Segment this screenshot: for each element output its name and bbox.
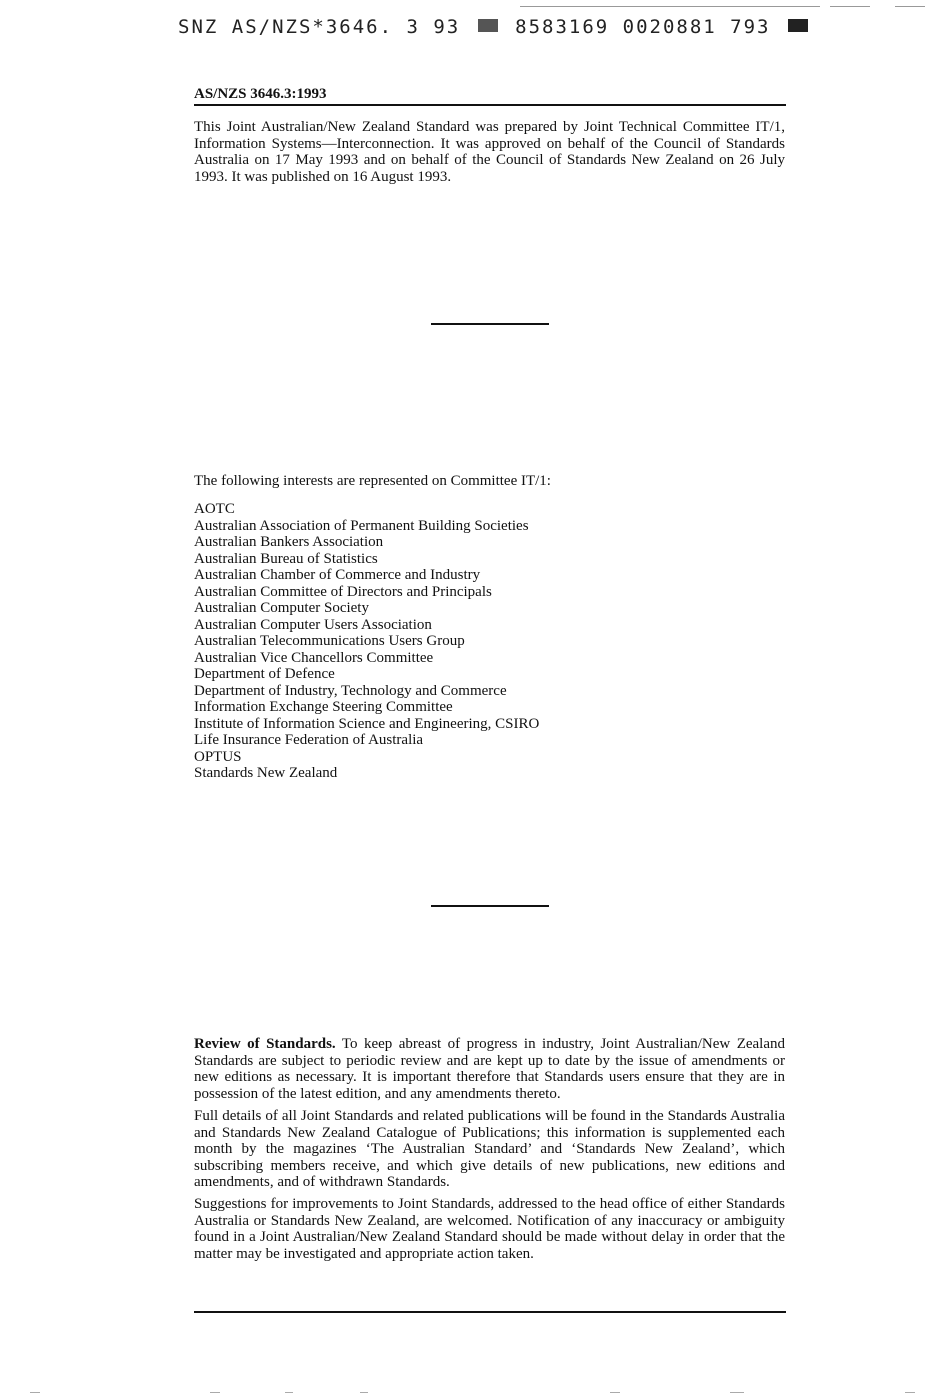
committee-member: Australian Computer Users Association (194, 616, 432, 633)
intro-paragraph: This Joint Australian/New Zealand Standard was prepared by Joint Technical Committee IT/1, Information Systems—Interconnection. It was approved on behalf of the Council of Standards Australia on 17 May 1993 and on behalf of the Council of Standards New Zealand on 26 July 1993. It was published on 16 August 1993. (194, 119, 785, 185)
committee-member: AOTC (194, 501, 235, 517)
scan-artifact-line (520, 6, 820, 7)
scan-artifact-line (285, 1392, 293, 1393)
scan-artifact-line (895, 6, 925, 7)
suggestions-paragraph: Suggestions for improvements to Joint Standards, addressed to the head office of either Standards Australia or Standards New Zealand, are welcomed. Notification of any inaccuracy or ambiguity found in a Joint Australian/New Zealand Standard should be made without delay in order that the matter may be investigated and appropriate action taken. (194, 1196, 785, 1262)
scan-block-mark (478, 19, 498, 32)
committee-member: Life Insurance Federation of Australia (194, 732, 424, 748)
details-paragraph: Full details of all Joint Standards and related publications will be found in the Standards Australia and Standards New Zealand Catalogue of Publications; this information is supplemented each month by the magazines ‘The Australian Standard’ and ‘Standards New Zealand’, which subscribing members receive, and which give details of new publications, new editions and amendments, and of withdrawn Standards. (194, 1108, 785, 1191)
committee-heading: The following interests are represented on Committee IT/1: (194, 473, 551, 489)
section-separator (431, 323, 549, 325)
committee-member: Standards New Zealand (194, 765, 338, 781)
committee-member: Department of Defence (194, 666, 335, 682)
scan-header-code: 8583169 0020881 793 (515, 16, 771, 38)
scan-artifact-line (30, 1392, 40, 1393)
committee-member: Australian Committee of Directors and Principals (194, 583, 492, 600)
committee-member: Australian Association of Permanent Building Societies (194, 517, 529, 534)
scan-artifact-line (730, 1392, 744, 1393)
scan-artifact-line (360, 1392, 368, 1393)
scan-artifact-line (830, 6, 870, 7)
committee-member: Australian Bureau of Statistics (194, 550, 378, 567)
committee-member: Australian Vice Chancellors Committee (194, 649, 434, 666)
scan-artifact-line (610, 1392, 620, 1393)
review-paragraph (194, 1036, 785, 1102)
committee-member: Australian Telecommunications Users Group (194, 633, 465, 649)
committee-member: Institute of Information Science and Engineering, CSIRO (194, 715, 540, 732)
committee-member: Information Exchange Steering Committee (194, 699, 453, 715)
review-title: Review of Standards. (194, 1036, 336, 1052)
scan-header (178, 14, 812, 40)
committee-member: OPTUS (194, 748, 242, 765)
section-separator (431, 905, 549, 907)
committee-member: Australian Bankers Association (194, 534, 384, 550)
committee-member: Department of Industry, Technology and Commerce (194, 682, 507, 699)
review-text: To keep abreast of progress in industry, Joint Australian/New Zealand Standards are subject to periodic review and are kept up to date by the issue of amendments or new editions as necessary. It is important therefore that Standards users ensure that they are in possession of the latest edition, and any amendments thereto. (194, 1036, 785, 1102)
scan-artifact-line (210, 1392, 220, 1393)
committee-member-list (194, 501, 539, 782)
committee-member: Australian Chamber of Commerce and Industry (194, 567, 481, 583)
scan-header-prefix: SNZ AS/NZS*3646. 3 93 (178, 16, 461, 38)
scan-block-mark (788, 19, 808, 32)
committee-member: Australian Computer Society (194, 600, 369, 616)
scan-artifact-line (905, 1392, 915, 1393)
standard-designation: AS/NZS 3646.3:1993 (194, 86, 327, 102)
footer-rule (194, 1311, 786, 1313)
header-rule (194, 104, 786, 106)
